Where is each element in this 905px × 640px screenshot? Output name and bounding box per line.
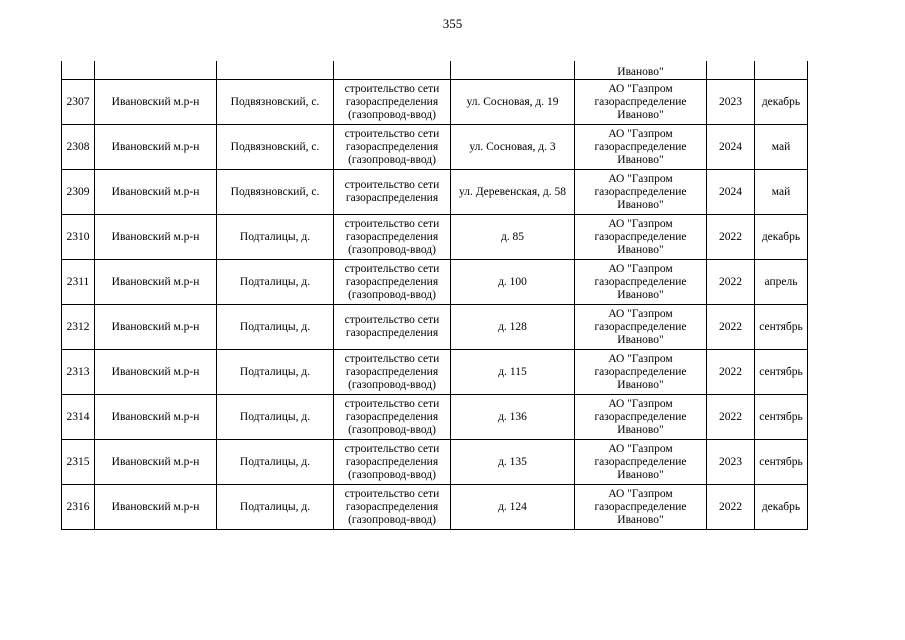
cell-organization: АО "Газпром газораспределение Иваново" [575, 305, 707, 350]
cell-year: 2022 [707, 260, 755, 305]
cell-number: 2312 [62, 305, 95, 350]
cell-year: 2022 [707, 215, 755, 260]
table-row [62, 125, 808, 170]
table-row [62, 305, 808, 350]
cell-work: строительство сети газораспределения (газопровод-ввод) [334, 440, 451, 485]
cell-locality: Подталицы, д. [217, 485, 334, 530]
cell-district: Ивановский м.р-н [95, 260, 217, 305]
cell-locality: Подталицы, д. [217, 305, 334, 350]
cell-locality: Подталицы, д. [217, 260, 334, 305]
cell-district: Ивановский м.р-н [95, 80, 217, 125]
cell-month: апрель [755, 260, 808, 305]
cell-district: Ивановский м.р-н [95, 440, 217, 485]
cell-work: строительство сети газораспределения (газопровод-ввод) [334, 80, 451, 125]
cell-number: 2309 [62, 170, 95, 215]
cell-number: 2314 [62, 395, 95, 440]
cell-month [755, 61, 808, 80]
cell-month: сентябрь [755, 440, 808, 485]
cell-address: д. 135 [451, 440, 575, 485]
cell-organization: АО "Газпром газораспределение Иваново" [575, 170, 707, 215]
cell-year [707, 61, 755, 80]
cell-district: Ивановский м.р-н [95, 305, 217, 350]
cell-organization: АО "Газпром газораспределение Иваново" [575, 440, 707, 485]
cell-organization: АО "Газпром газораспределение Иваново" [575, 215, 707, 260]
cell-year: 2022 [707, 350, 755, 395]
cell-district: Ивановский м.р-н [95, 125, 217, 170]
cell-year: 2024 [707, 170, 755, 215]
cell-year: 2024 [707, 125, 755, 170]
table-row [62, 80, 808, 125]
table-row [62, 350, 808, 395]
cell-month: декабрь [755, 485, 808, 530]
cell-year: 2022 [707, 485, 755, 530]
cell-locality: Подвязновский, с. [217, 80, 334, 125]
table-row [62, 215, 808, 260]
cell-work: строительство сети газораспределения (газопровод-ввод) [334, 260, 451, 305]
cell-number: 2315 [62, 440, 95, 485]
cell-work: строительство сети газораспределения (газопровод-ввод) [334, 350, 451, 395]
cell-month: сентябрь [755, 305, 808, 350]
cell-number: 2313 [62, 350, 95, 395]
cell-address: ул. Сосновая, д. 3 [451, 125, 575, 170]
gas-distribution-table [61, 61, 808, 530]
cell-locality: Подвязновский, с. [217, 125, 334, 170]
cell-locality: Подвязновский, с. [217, 170, 334, 215]
cell-district: Ивановский м.р-н [95, 215, 217, 260]
cell-address: ул. Деревенская, д. 58 [451, 170, 575, 215]
cell-address: д. 124 [451, 485, 575, 530]
table-row [62, 260, 808, 305]
table-row [62, 170, 808, 215]
cell-month: май [755, 170, 808, 215]
table-row [62, 395, 808, 440]
table-row [62, 440, 808, 485]
cell-locality: Подталицы, д. [217, 215, 334, 260]
cell-number: 2308 [62, 125, 95, 170]
cell-organization: АО "Газпром газораспределение Иваново" [575, 260, 707, 305]
table-row [62, 485, 808, 530]
cell-work [334, 61, 451, 80]
cell-year: 2022 [707, 395, 755, 440]
cell-month: декабрь [755, 80, 808, 125]
cell-work: строительство сети газораспределения [334, 170, 451, 215]
cell-locality: Подталицы, д. [217, 395, 334, 440]
cell-organization: АО "Газпром газораспределение Иваново" [575, 125, 707, 170]
cell-district: Ивановский м.р-н [95, 350, 217, 395]
cell-district [95, 61, 217, 80]
cell-locality [217, 61, 334, 80]
cell-month: сентябрь [755, 395, 808, 440]
page-number: 355 [442, 16, 463, 31]
cell-number: 2310 [62, 215, 95, 260]
cell-work: строительство сети газораспределения (газопровод-ввод) [334, 215, 451, 260]
cell-district: Ивановский м.р-н [95, 170, 217, 215]
cell-organization: АО "Газпром газораспределение Иваново" [575, 395, 707, 440]
cell-organization: АО "Газпром газораспределение Иваново" [575, 350, 707, 395]
cell-year: 2023 [707, 80, 755, 125]
cell-address: ул. Сосновая, д. 19 [451, 80, 575, 125]
cell-work: строительство сети газораспределения (газопровод-ввод) [334, 125, 451, 170]
cell-work: строительство сети газораспределения (газопровод-ввод) [334, 395, 451, 440]
cell-month: сентябрь [755, 350, 808, 395]
cell-organization: Иваново" [575, 61, 707, 80]
cell-address: д. 115 [451, 350, 575, 395]
cell-work: строительство сети газораспределения (газопровод-ввод) [334, 485, 451, 530]
table-body [62, 61, 808, 530]
cell-district: Ивановский м.р-н [95, 395, 217, 440]
cell-number: 2316 [62, 485, 95, 530]
cell-address [451, 61, 575, 80]
cell-work: строительство сети газораспределения [334, 305, 451, 350]
cell-year: 2022 [707, 305, 755, 350]
cell-month: май [755, 125, 808, 170]
cell-year: 2023 [707, 440, 755, 485]
continuation-row [62, 61, 808, 80]
cell-address: д. 100 [451, 260, 575, 305]
cell-organization: АО "Газпром газораспределение Иваново" [575, 485, 707, 530]
cell-number: 2307 [62, 80, 95, 125]
cell-month: декабрь [755, 215, 808, 260]
cell-address: д. 85 [451, 215, 575, 260]
cell-number: 2311 [62, 260, 95, 305]
cell-locality: Подталицы, д. [217, 350, 334, 395]
cell-number [62, 61, 95, 80]
cell-address: д. 136 [451, 395, 575, 440]
cell-address: д. 128 [451, 305, 575, 350]
cell-locality: Подталицы, д. [217, 440, 334, 485]
cell-organization: АО "Газпром газораспределение Иваново" [575, 80, 707, 125]
cell-district: Ивановский м.р-н [95, 485, 217, 530]
